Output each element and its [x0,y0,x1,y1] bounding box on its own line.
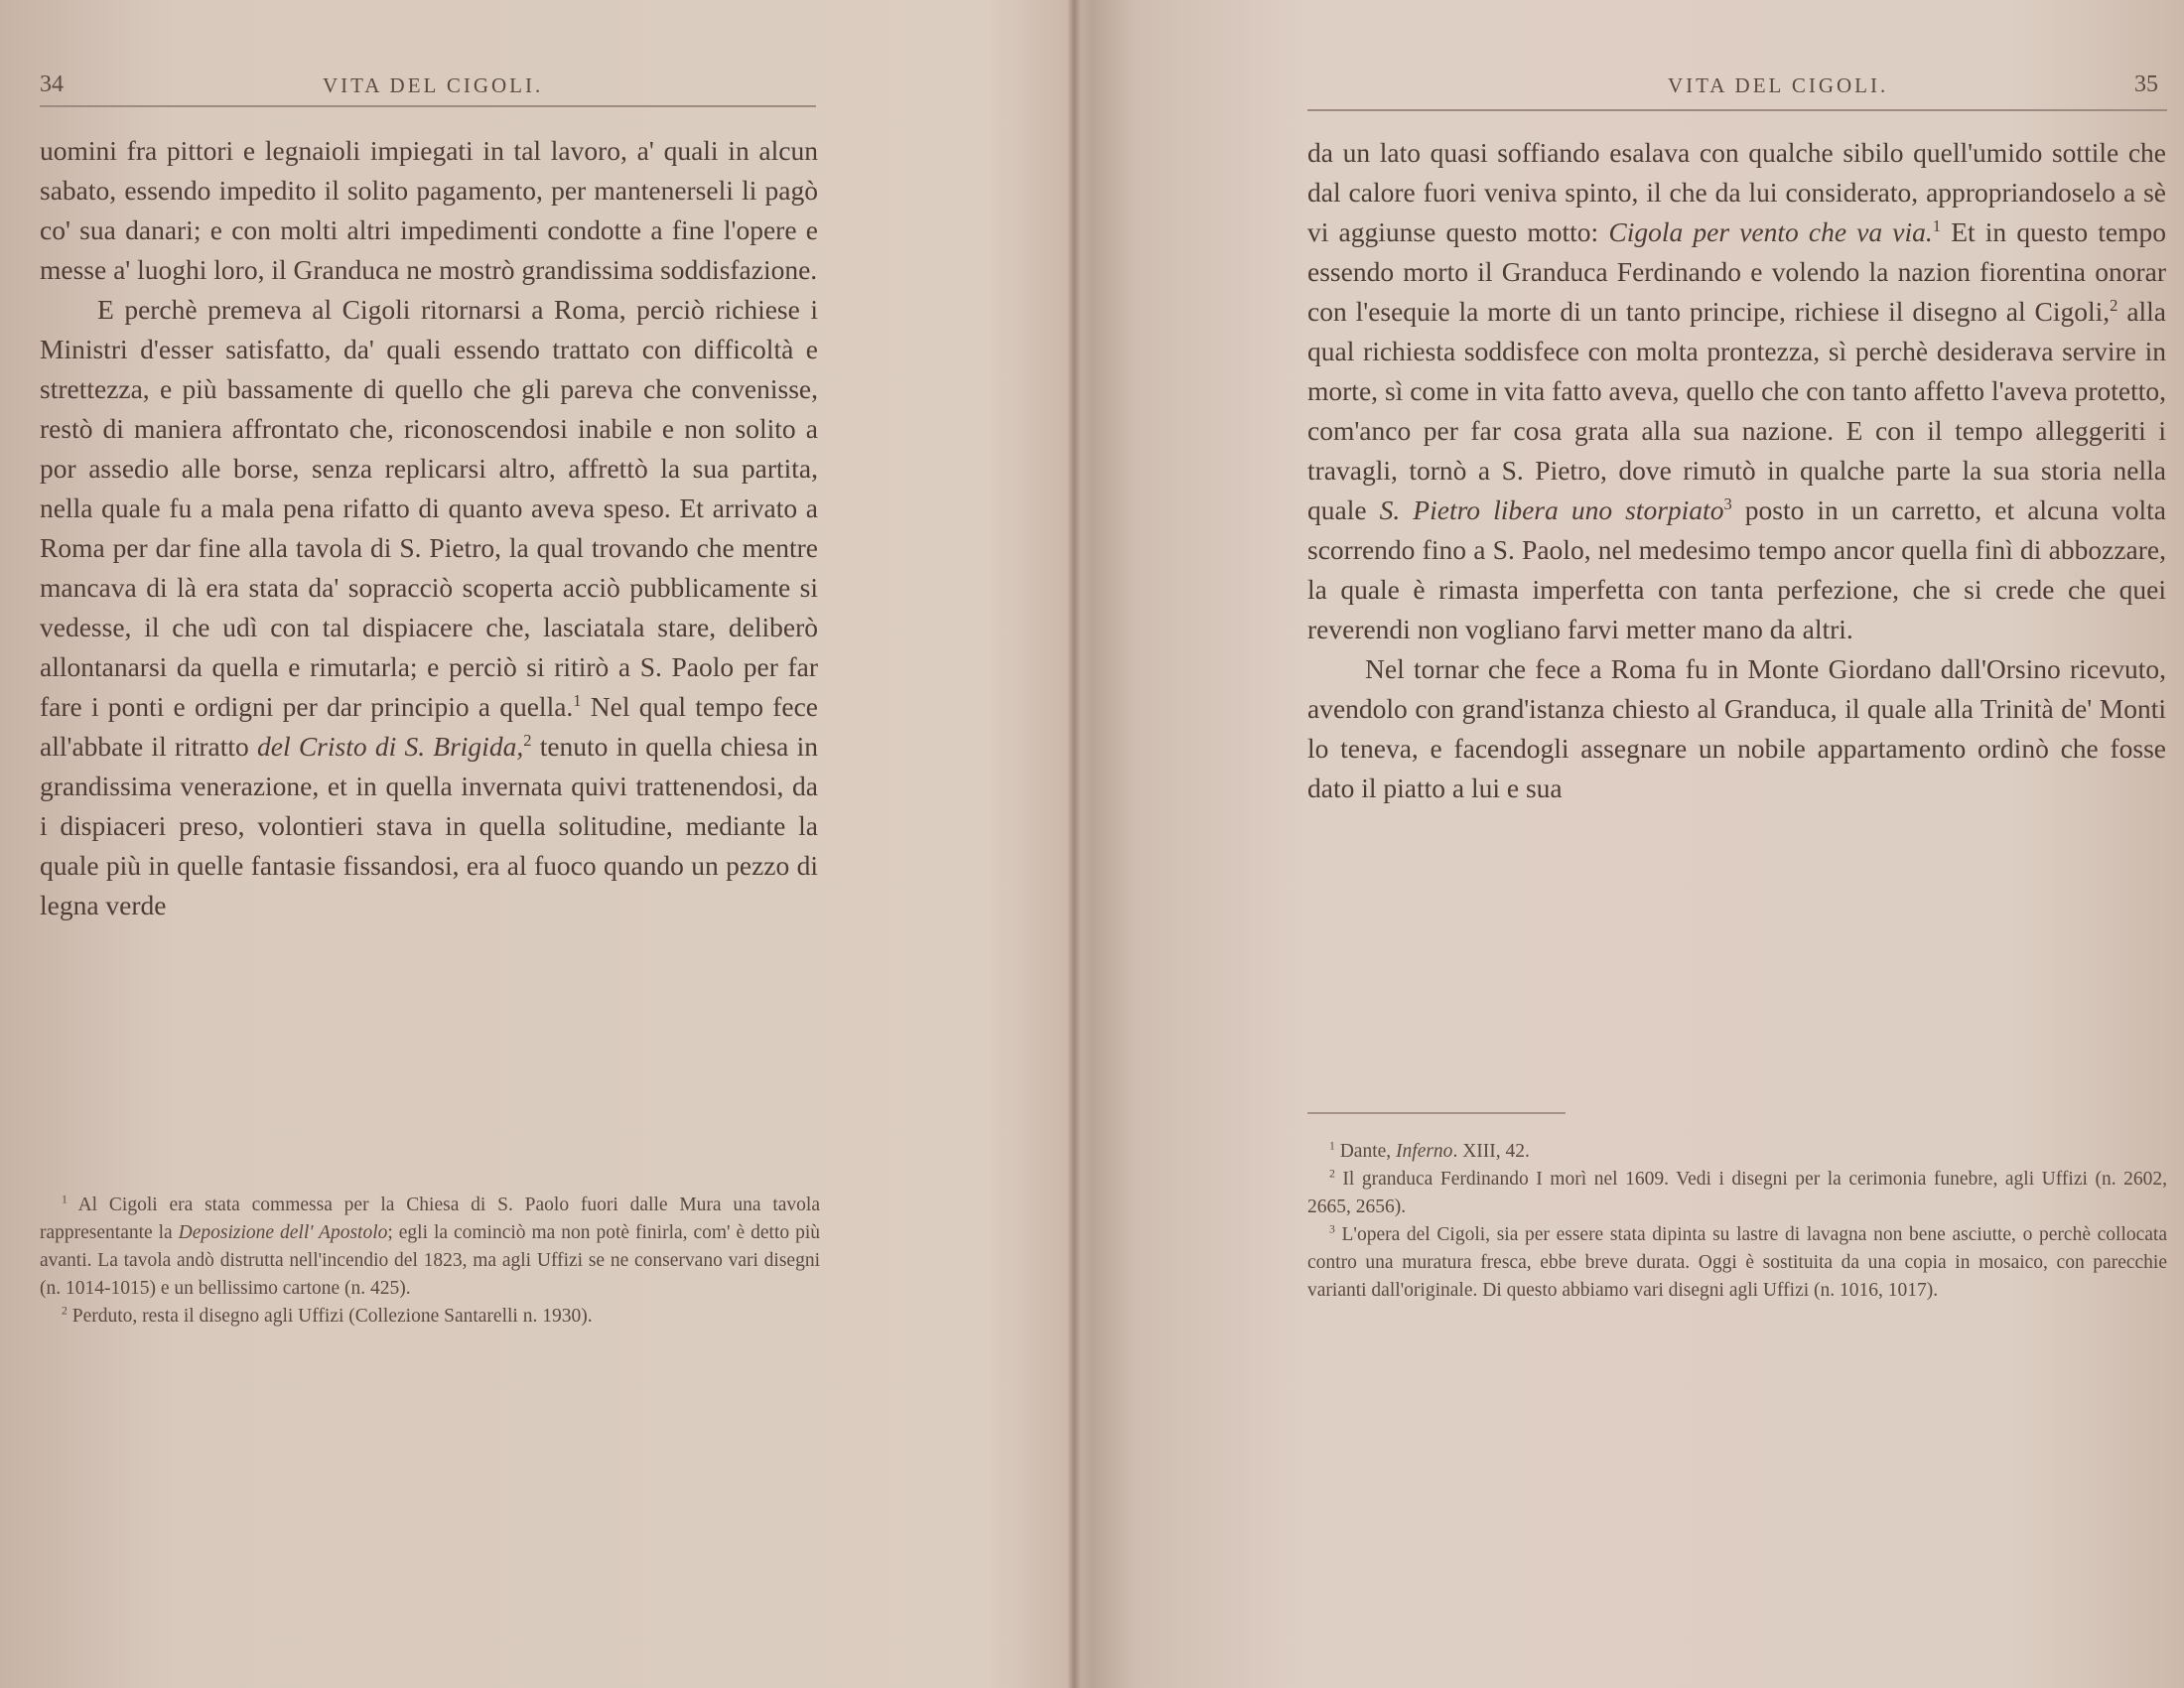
right-page [1072,0,2184,1688]
footnote: $^1$ Dante, Inferno. XIII, 42. [1329,1139,1530,1162]
page-number: 34 [40,71,64,97]
note-mark: 3 [1723,493,1732,513]
paragraph: uomini fra pittori e legnaioli impiegati in tal lavoro, a' quali in alcun sabato, essendo impedito il solito pagamento, per mantenerseli li pagò co' sua danari; e con molti altri impedimenti condotte a fine l'opere e messe a' luoghi loro, il Granduca ne mostrò grandissima soddisfazione. [40,135,818,285]
left-body-text [40,131,818,925]
right-body-text [1307,133,2166,808]
running-head: VITA DEL CIGOLI. [1668,73,1889,97]
footnote: $^1$ Al Cigoli era stata commessa per la Chiesa di S. Paolo fuori dalle Mura una tavola rappresentante la Deposizione dell' Apostolo; egli la cominciò ma non potè finirla, com' è detto più avanti. La tavola andò distrutta nell'incendio del 1823, ma agli Uffizi se ne conservano vari disegni (n. 1014-1015) e un bellissimo cartone (n. 425). [40,1193,820,1299]
page-number: 35 [2134,71,2158,97]
right-page-header [1307,71,2171,111]
header-rule [40,105,816,107]
note-mark: 1 [573,690,582,710]
left-page [0,0,1072,1688]
right-footnotes [1307,1138,2167,1305]
header-rule [1307,109,2167,111]
note-mark: 2 [523,730,532,750]
paragraph: da un lato quasi soffiando esalava con qualche sibilo quell'umido sottile che dal calore fuori veniva spinto, il che da lui considerato, appropriandoselo a sè vi aggiunse questo motto: Cigola per vento che va via.$^1$ Et in questo tempo essendo morto il Granduca Ferdinando e volendo la nazion fiorentina onorar con l'esequie la morte di un tanto principe, richiese il disegno al Cigoli,$^2$ alla qual richiesta soddisfece con molta prontezza, sì perchè desiderava servire in morte, sì come in vita fatto aveva, quello che con tanto affetto l'aveva protetto, com'anco per far cosa grata alla sua nazione. E con il tempo alleggeriti i travagli, tornò a S. Pietro, dove rimutò in qualche parte la sua storia nella quale S. Pietro libera uno storpiato$^3$ posto in un carretto, et alcuna volta scorrendo fino a S. Paolo, nel medesimo tempo ancor quella finì di abbozzare, la quale è rimasta imperfetta con tanta perfezione, che si crede che quei reverendi non vogliano farvi metter mano da altri. [1307,137,2167,644]
paragraph: Nel tornar che fece a Roma fu in Monte Giordano dall'Orsino ricevuto, avendolo con grand'istanza chiesto al Granduca, il quale alla Trinità de' Monti lo teneva, e facendogli assegnare un nobile appartamento ordinò che fosse dato il piatto a lui e sua [1307,653,2166,803]
footnote-rule [1307,1112,1566,1114]
paragraph: E perchè premeva al Cigoli ritornarsi a Roma, perciò richiese i Ministri d'esser satisfatto, da' quali essendo trattato con difficoltà e strettezza, e più bassamente di quello che gli pareva che convenisse, restò di maniera affrontato che, riconoscendosi inabile e non solito a por assedio alle borse, senza replicarsi altro, affrettò la sua partita, nella quale fu a mala pena rifatto di quanto aveva speso. Et arrivato a Roma per dar fine alla tavola di S. Pietro, la qual trovando che mentre mancava di là era stata da' sopracciò scoperta acciò pubblicamente si vedesse, il che udì con tal dispiacere che, lasciatala stare, deliberò allontanarsi da quella e rimutarla; e perciò si ritirò a S. Paolo per far fare i ponti e ordigni per dar principio a quella.$^1$ Nel qual tempo fece all'abbate il ritratto del Cristo di S. Brigida,$^2$ tenuto in quella chiesa in grandissima venerazione, et in quella invernata quivi trattenendosi, da i dispiaceri preso, volontieri stava in quella solitudine, mediante la quale più in quelle fantasie fissandosi, era al fuoco quando un pezzo di legna verde [40,294,819,920]
note-mark: 1 [1932,215,1942,235]
footnote: $^2$ Il granduca Ferdinando I morì nel 1609. Vedi i disegni per la cerimonia funebre, agli Uffizi (n. 2602, 2665, 2656). [1307,1167,2167,1217]
footnote: $^3$ L'opera del Cigoli, sia per essere stata dipinta su lastre di lavagna non bene asciutte, o perchè collocata contro una muratura fresca, ebbe breve durata. Oggi è sostituita da una copia in mosaico, con parecchie varianti dall'originale. Di questo abbiamo vari disegni agli Uffizi (n. 1016, 1017). [1307,1222,2168,1301]
running-head: VITA DEL CIGOLI. [323,73,544,97]
footnote: $^2$ Perduto, resta il disegno agli Uffizi (Collezione Santarelli n. 1930). [62,1304,593,1327]
note-mark: 2 [2110,295,2118,315]
left-footnotes [40,1192,820,1331]
